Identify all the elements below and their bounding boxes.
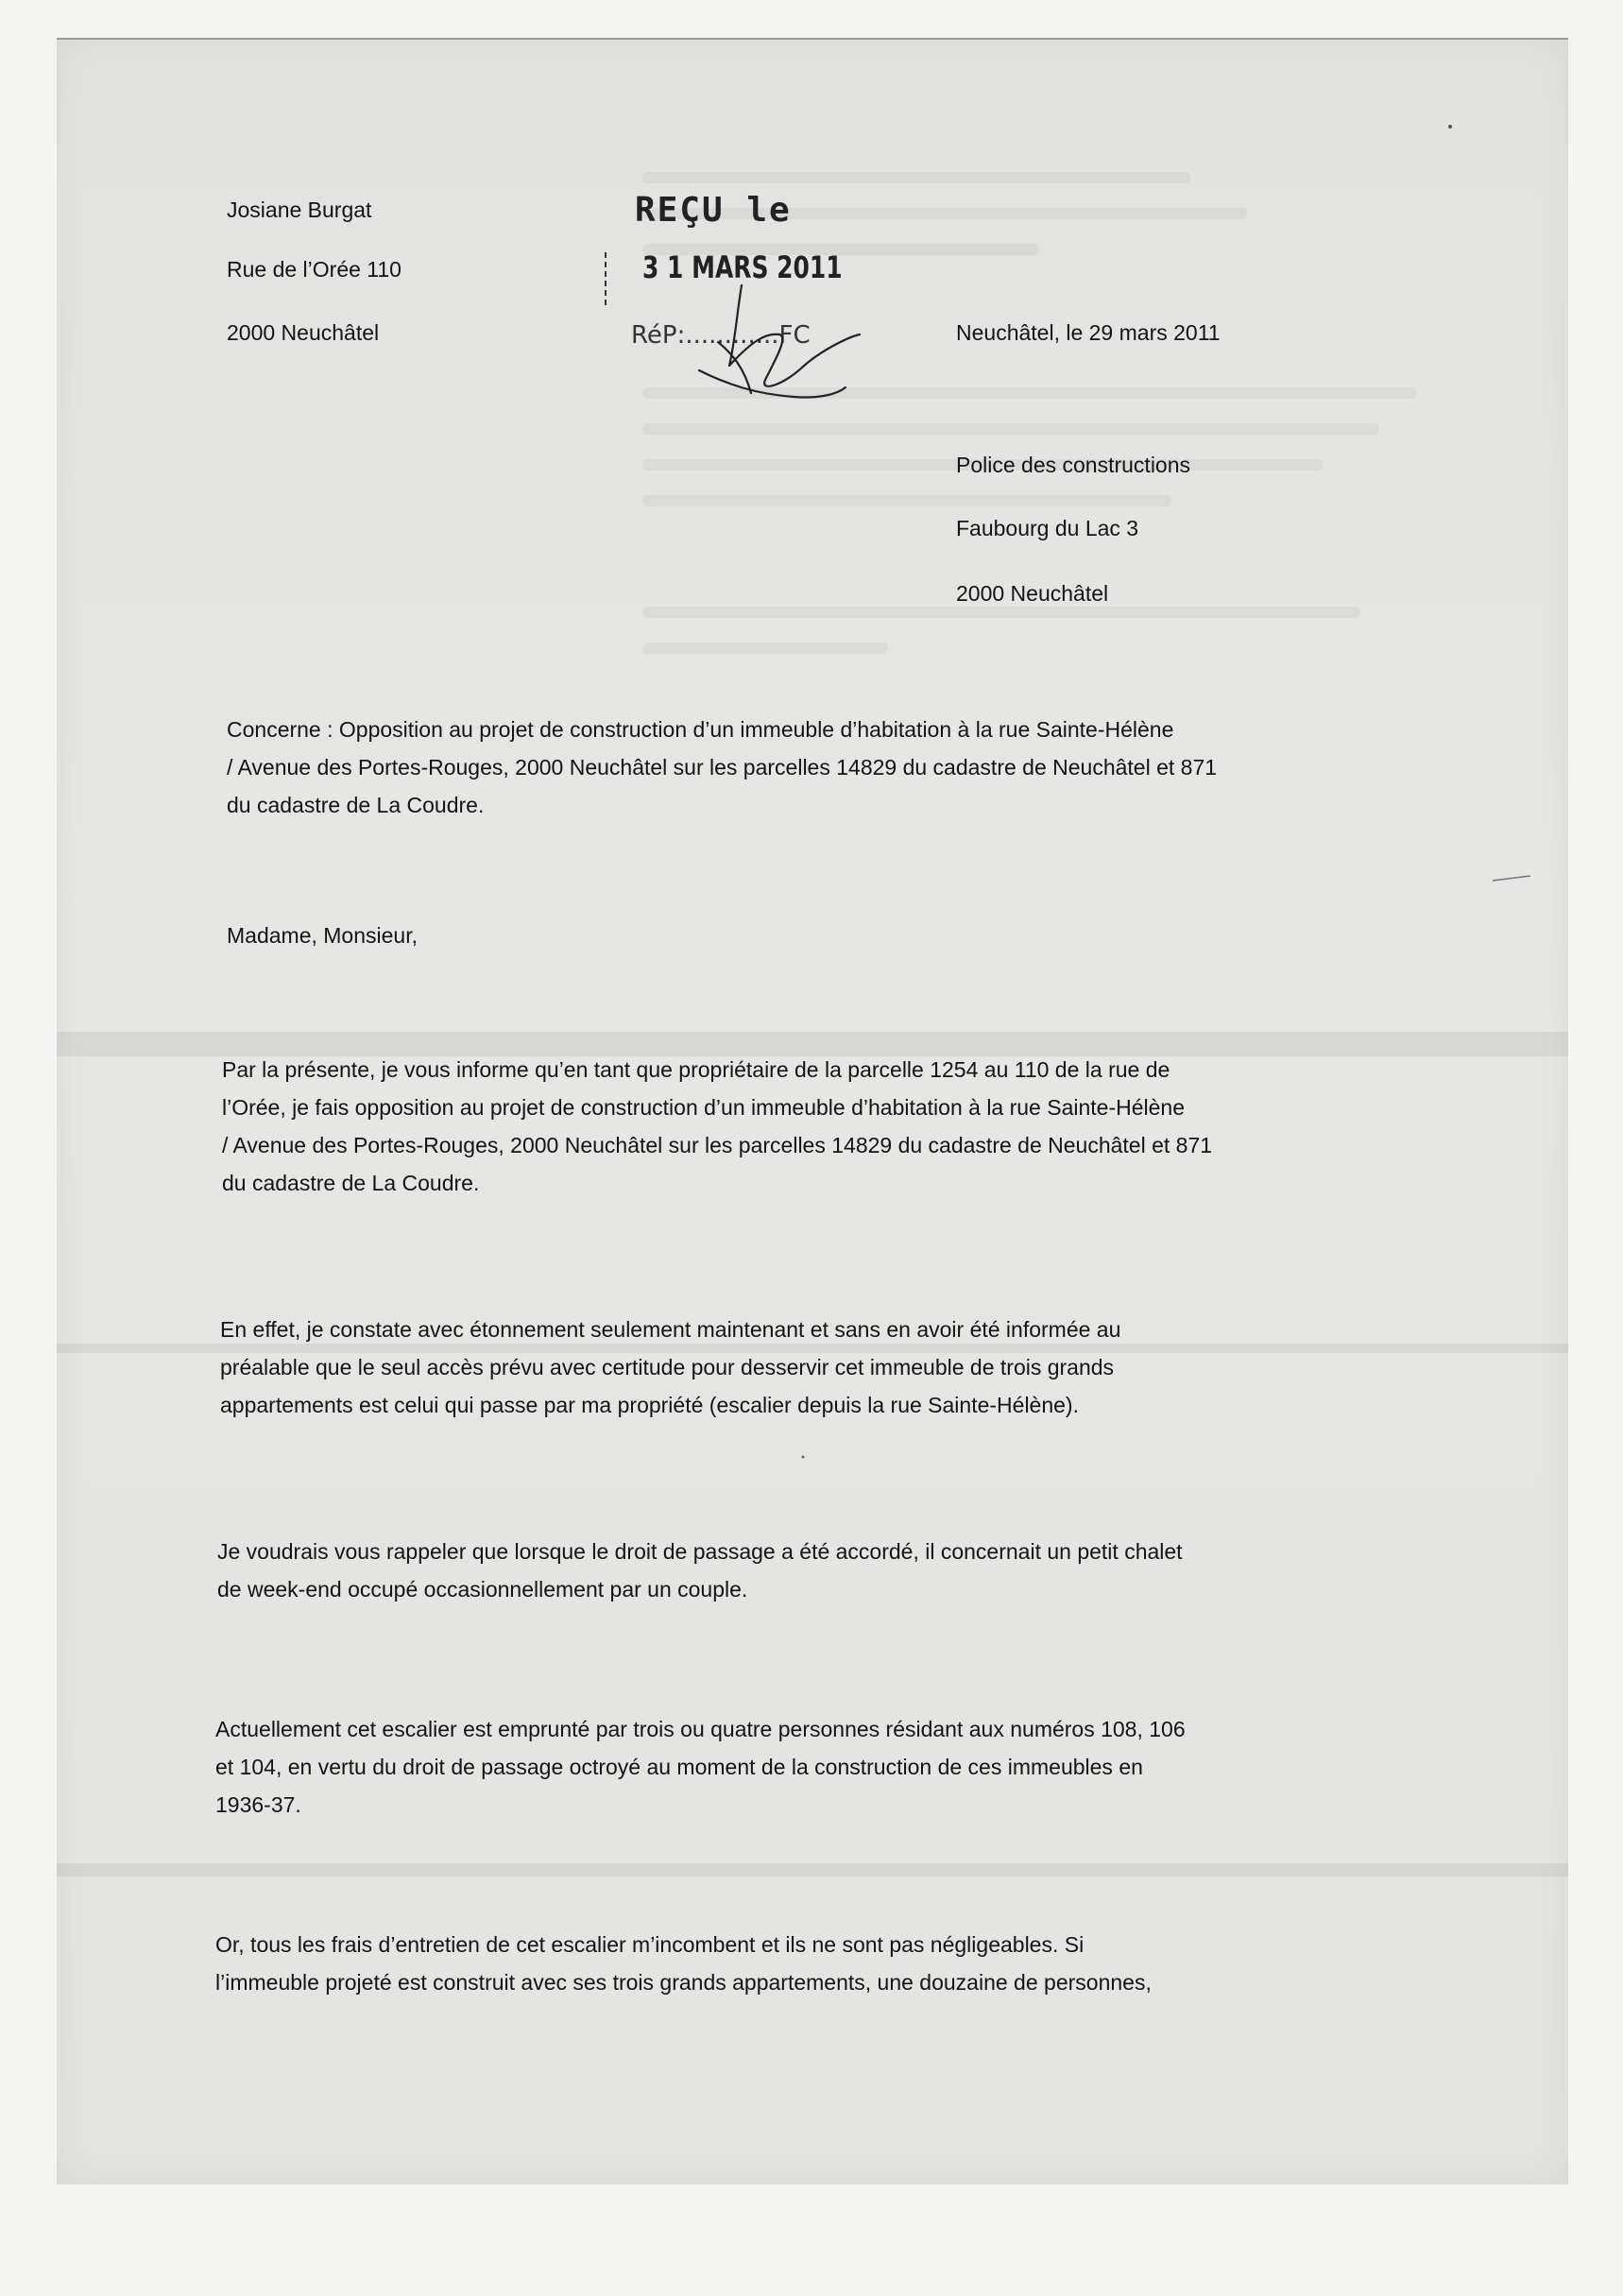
received-stamp-date: 3 1 MARS 2011 [642,249,843,285]
paragraph-line: appartements est celui qui passe par ma propriété (escalier depuis la rue Sainte-Hélène). [220,1393,1079,1417]
paragraph-current-use [215,1710,1406,1824]
paragraph-line: 1936-37. [215,1792,301,1817]
subject-line: du cadastre de La Coudre. [227,793,485,817]
subject-line: / Avenue des Portes-Rouges, 2000 Neuchâtel sur les parcelles 14829 du cadastre de Neuchâtel et 871 [227,755,1218,780]
subject-line: Concerne : Opposition au projet de construction d’un immeuble d’habitation à la rue Sainte-Hélène [227,717,1174,742]
paragraph-line: Actuellement cet escalier est emprunté par trois ou quatre personnes résidant aux numéros 108, 106 [215,1717,1186,1741]
paragraph-line: préalable que le seul accès prévu avec certitude pour desservir cet immeuble de trois grands [220,1355,1115,1379]
handwritten-signature [661,276,879,418]
paragraph-ownership [222,1051,1412,1202]
sender-city: 2000 Neuchâtel [227,320,380,345]
letter-page [57,38,1568,2185]
recipient-street: Faubourg du Lac 3 [956,516,1139,540]
paragraph-line: En effet, je constate avec étonnement seulement maintenant et sans en avoir été informée au [220,1317,1121,1342]
paragraph-line: du cadastre de La Coudre. [222,1171,480,1195]
paragraph-line: l’immeuble projeté est construit avec ses trois grands appartements, une douzaine de personnes, [215,1970,1152,1995]
reply-stamp: RéP:............FC [631,321,811,350]
subject [227,711,1417,824]
place-date: Neuchâtel, le 29 mars 2011 [956,320,1221,345]
sender-street: Rue de l’Orée 110 [227,257,401,282]
paragraph-line: l’Orée, je fais opposition au projet de construction d’un immeuble d’habitation à la rue Sainte-Hélène [222,1095,1185,1120]
paragraph-line: / Avenue des Portes-Rouges, 2000 Neuchâtel sur les parcelles 14829 du cadastre de Neuchâtel et 871 [222,1133,1213,1157]
paragraph-line: Or, tous les frais d’entretien de cet escalier m’incombent et ils ne sont pas négligeables. Si [215,1932,1085,1957]
received-stamp: REÇU le [635,191,792,230]
stamp-rule [605,252,606,309]
paragraph-line: Par la présente, je vous informe qu’en tant que propriétaire de la parcelle 1254 au 110 de la rue de [222,1057,1170,1082]
salutation: Madame, Monsieur, [227,923,418,948]
paragraph-maintenance [215,1926,1406,2001]
sender-name: Josiane Burgat [227,197,372,222]
recipient-city: 2000 Neuchâtel [956,581,1109,606]
paragraph-right-of-way [217,1533,1408,1608]
paragraph-access [220,1311,1410,1424]
recipient-name: Police des constructions [956,453,1191,477]
paragraph-line: et 104, en vertu du droit de passage octroyé au moment de la construction de ces immeubles en [215,1755,1143,1779]
paragraph-line: de week-end occupé occasionnellement par un couple. [217,1577,748,1602]
paragraph-line: Je voudrais vous rappeler que lorsque le droit de passage a été accordé, il concernait un petit chalet [217,1539,1183,1564]
